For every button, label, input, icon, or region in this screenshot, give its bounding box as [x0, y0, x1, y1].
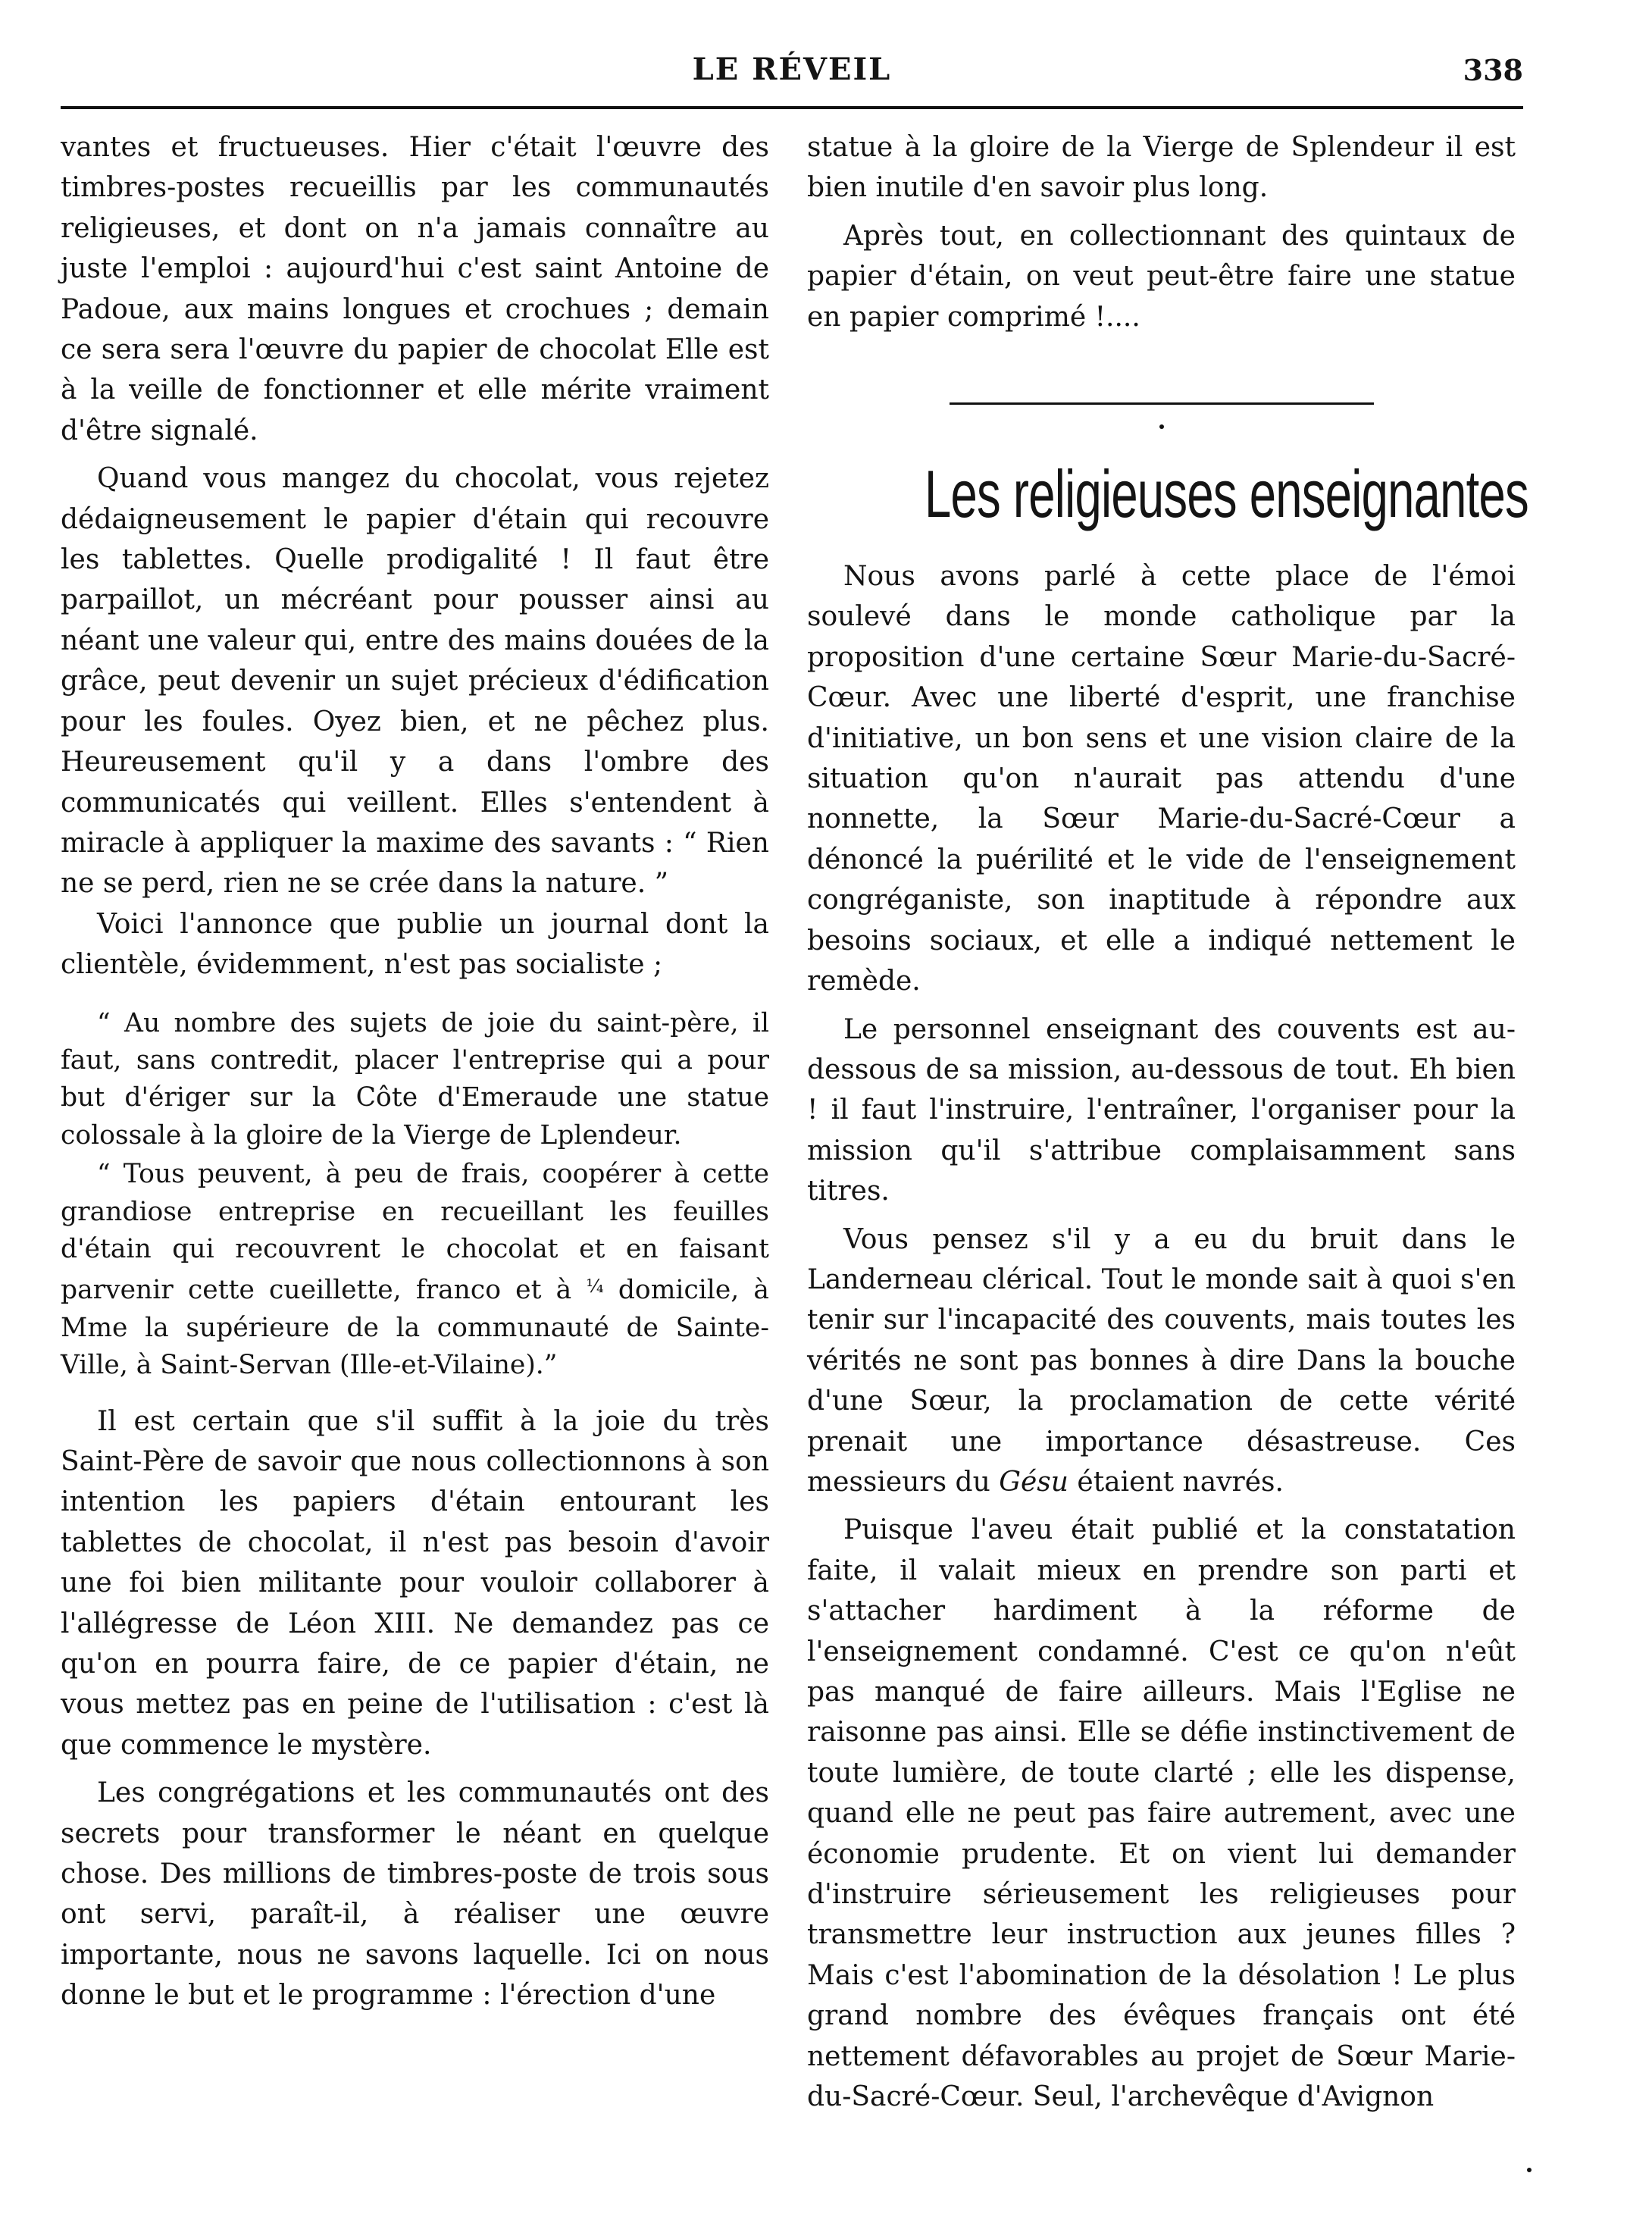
quoted-announcement [61, 1005, 769, 1385]
paragraph-text: Vous pensez s'il y a eu du bruit dans le Landerneau clérical. Tout le monde sait à quoi s'en tenir sur l'incapacité des couvents, mais toutes les vérités ne sont pas bonnes à dire Dans la bouche d'une Sœur, la proclamation de cette vérité prenait une importance désastreuse. Ces messieurs du [807, 1223, 1516, 1498]
paragraph [807, 1220, 1516, 1503]
separator-dot [1159, 424, 1164, 429]
quote-text: domicile, à Mme la supérieure de la communauté de Sainte-Ville, à Saint-Servan (Ille-et-Vilaine).” [61, 1275, 769, 1381]
left-column [61, 127, 769, 2016]
quote-text: “ Tous peuvent, à peu de frais, coopérer à cette grandiose entreprise en recueillant les feuilles d'étain qui recouvrent le chocolat et en faisant parvenir cette cueillette, franco et à [61, 1159, 769, 1306]
italic-word: Gésu [999, 1466, 1068, 1498]
paragraph: vantes et fructueuses. Hier c'était l'œuvre des timbres-postes recueillis par les communautés religieuses, et dont on n'a jamais connaître au juste l'emploi : aujourd'hui c'est saint Antoine de Padoue, aux mains longues et crochues ; demain ce sera sera l'œuvre du papier de chocolat Elle est à la veille de fonctionner et elle mérite vraiment d'être signalé. [61, 132, 769, 446]
page-number: 338 [1463, 53, 1523, 87]
quote-paragraph: “ Au nombre des sujets de joie du saint-père, il faut, sans contredit, placer l'entreprise qui a pour but d'ériger sur la Côte d'Emeraude une statue colossale à la gloire de la Vierge de Lplendeur. [61, 1007, 769, 1151]
paragraph: Après tout, en collectionnant des quintaux de papier d'étain, on veut peut-être faire une statue en papier comprimé !.... [807, 220, 1516, 333]
right-column [807, 127, 1529, 2117]
journal-title: LE RÉVEIL [692, 52, 892, 87]
paragraph: Quand vous mangez du chocolat, vous rejetez dédaigneusement le papier d'étain qui recouvre les tablettes. Quelle prodigalité ! Il faut être parpaillot, un mécréant pour pousser ainsi au néant une valeur qui, entre des mains douées de la grâce, peut devenir un sujet précieux d'édification pour les foules. Oyez bien, et ne pêchez plus. Heureusement qu'il y a dans l'ombre des communicatés qui veillent. Elles s'entendent à miracle à appliquer la maxime des savants : “ Rien ne se perd, rien ne se crée dans la nature. ” [61, 463, 769, 900]
header-rule [61, 106, 1523, 109]
quote-paragraph [61, 1156, 769, 1384]
fraction-glyph: ¼ [586, 1276, 604, 1298]
paragraph: statue à la gloire de la Vierge de Splendeur il est bien inutile d'en savoir plus long. [807, 132, 1516, 204]
paragraph: Voici l'annonce que publie un journal dont la clientèle, évidemment, n'est pas socialiste ; [61, 908, 769, 981]
headline-text: Les religieuses enseignantes [924, 456, 1529, 532]
paragraph: Nous avons parlé à cette place de l'émoi soulevé dans le monde catholique par la proposition d'une certaine Sœur Marie-du-Sacré-Cœur. Avec une liberté d'esprit, une franchise d'initiative, un bon sens et une vision claire de la situation qu'on n'aurait pas attendu d'une nonnette, la Sœur Marie-du-Sacré-Cœur a dénoncé la puérilité et le vide de l'enseignement congréganiste, son inaptitude à répondre aux besoins sociaux, et elle a indiqué nettement le remède. [807, 561, 1516, 997]
section-separator [950, 402, 1374, 405]
running-header [61, 45, 1523, 99]
paragraph-text: étaient navrés. [1077, 1466, 1284, 1498]
paragraph: Il est certain que s'il suffit à la joie du très Saint-Père de savoir que nous collectionnons à son intention les papiers d'étain entourant les tablettes de chocolat, il n'est pas besoin d'avoir une foi bien militante pour vouloir collaborer à l'allégresse de Léon XIII. Ne demandez pas ce qu'on en pourra faire, de ce papier d'étain, ne vous mettez pas en peine de l'utilisation : c'est là que commence le mystère. [61, 1405, 769, 1761]
paragraph: Les congrégations et les communautés ont des secrets pour transformer le néant en quelque chose. Des millions de timbres-poste de trois sous ont servi, paraît-il, à réaliser une œuvre importante, nous ne savons laquelle. Ici on nous donne le but et le programme : l'érection d'une [61, 1777, 769, 2012]
article-headline [807, 456, 1529, 532]
paragraph: Le personnel enseignant des couvents est au-dessous de sa mission, au-dessous de tout. Eh bien ! il faut l'instruire, l'entraîner, l'organiser pour la mission qu'il s'attribue complaisamment sans titres. [807, 1013, 1516, 1207]
paragraph: Puisque l'aveu était publié et la constatation faite, il valait mieux en prendre son parti et s'attacher hardiment à la réforme de l'enseignement condamné. C'est ce qu'on n'eût pas manqué de faire ailleurs. Mais l'Eglise ne raisonne pas ainsi. Elle se défie instinctivement de toute lumière, de toute clarté ; elle les dispense, quand elle ne peut pas faire autrement, avec une économie prudente. Et on vient lui demander d'instruire sérieusement les religieuses pour transmettre leur instruction aux jeunes filles ? Mais c'est l'abomination de la désolation ! Le plus grand nombre des évêques français ont été nettement défavorables au projet de Sœur Marie-du-Sacré-Cœur. Seul, l'archevêque d'Avignon [807, 1514, 1516, 2113]
print-speck [1527, 2168, 1532, 2172]
